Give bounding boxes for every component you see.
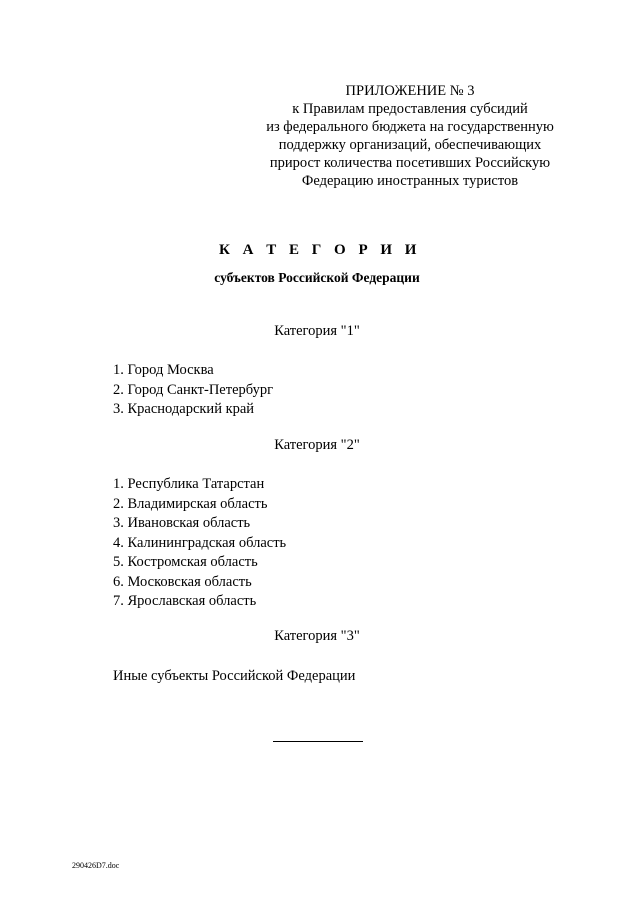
category-3-heading: Категория "3" — [274, 628, 360, 644]
appendix-line: Федерацию иностранных туристов — [301, 173, 519, 189]
list-item: 1. Город Москва — [113, 362, 214, 378]
category-1-list — [113, 361, 273, 420]
list-item: 3. Ивановская область — [113, 515, 251, 531]
category-3-text: Иные субъекты Российской Федерации — [113, 668, 356, 684]
appendix-line: поддержку организаций, обеспечивающих — [278, 137, 542, 153]
appendix-line: прирост количества посетивших Российскую — [269, 155, 551, 171]
list-item: 6. Московская область — [113, 573, 252, 590]
appendix-header — [235, 82, 585, 190]
document-subtitle: субъектов Российской Федерации — [214, 270, 420, 285]
document-title: К А Т Е Г О Р И И — [219, 242, 421, 258]
list-item: 5. Костромская область — [113, 554, 258, 570]
category-2-list — [113, 475, 286, 612]
list-item: 2. Город Санкт-Петербург — [113, 381, 274, 398]
appendix-line: к Правилам предоставления субсидий — [292, 101, 528, 117]
list-item: 2. Владимирская область — [113, 495, 268, 512]
appendix-line: ПРИЛОЖЕНИЕ № 3 — [345, 83, 475, 99]
footer-filename: 290426D7.doc — [72, 861, 120, 870]
appendix-line: из федерального бюджета на государственную — [266, 119, 554, 135]
category-1-heading: Категория "1" — [274, 323, 360, 339]
list-item: 3. Краснодарский край — [113, 401, 255, 417]
list-item: 1. Республика Татарстан — [113, 476, 265, 492]
category-2-heading: Категория "2" — [274, 437, 360, 453]
list-item: 4. Калининградская область — [113, 534, 287, 551]
closing-rule — [273, 741, 363, 742]
list-item: 7. Ярославская область — [113, 593, 257, 609]
